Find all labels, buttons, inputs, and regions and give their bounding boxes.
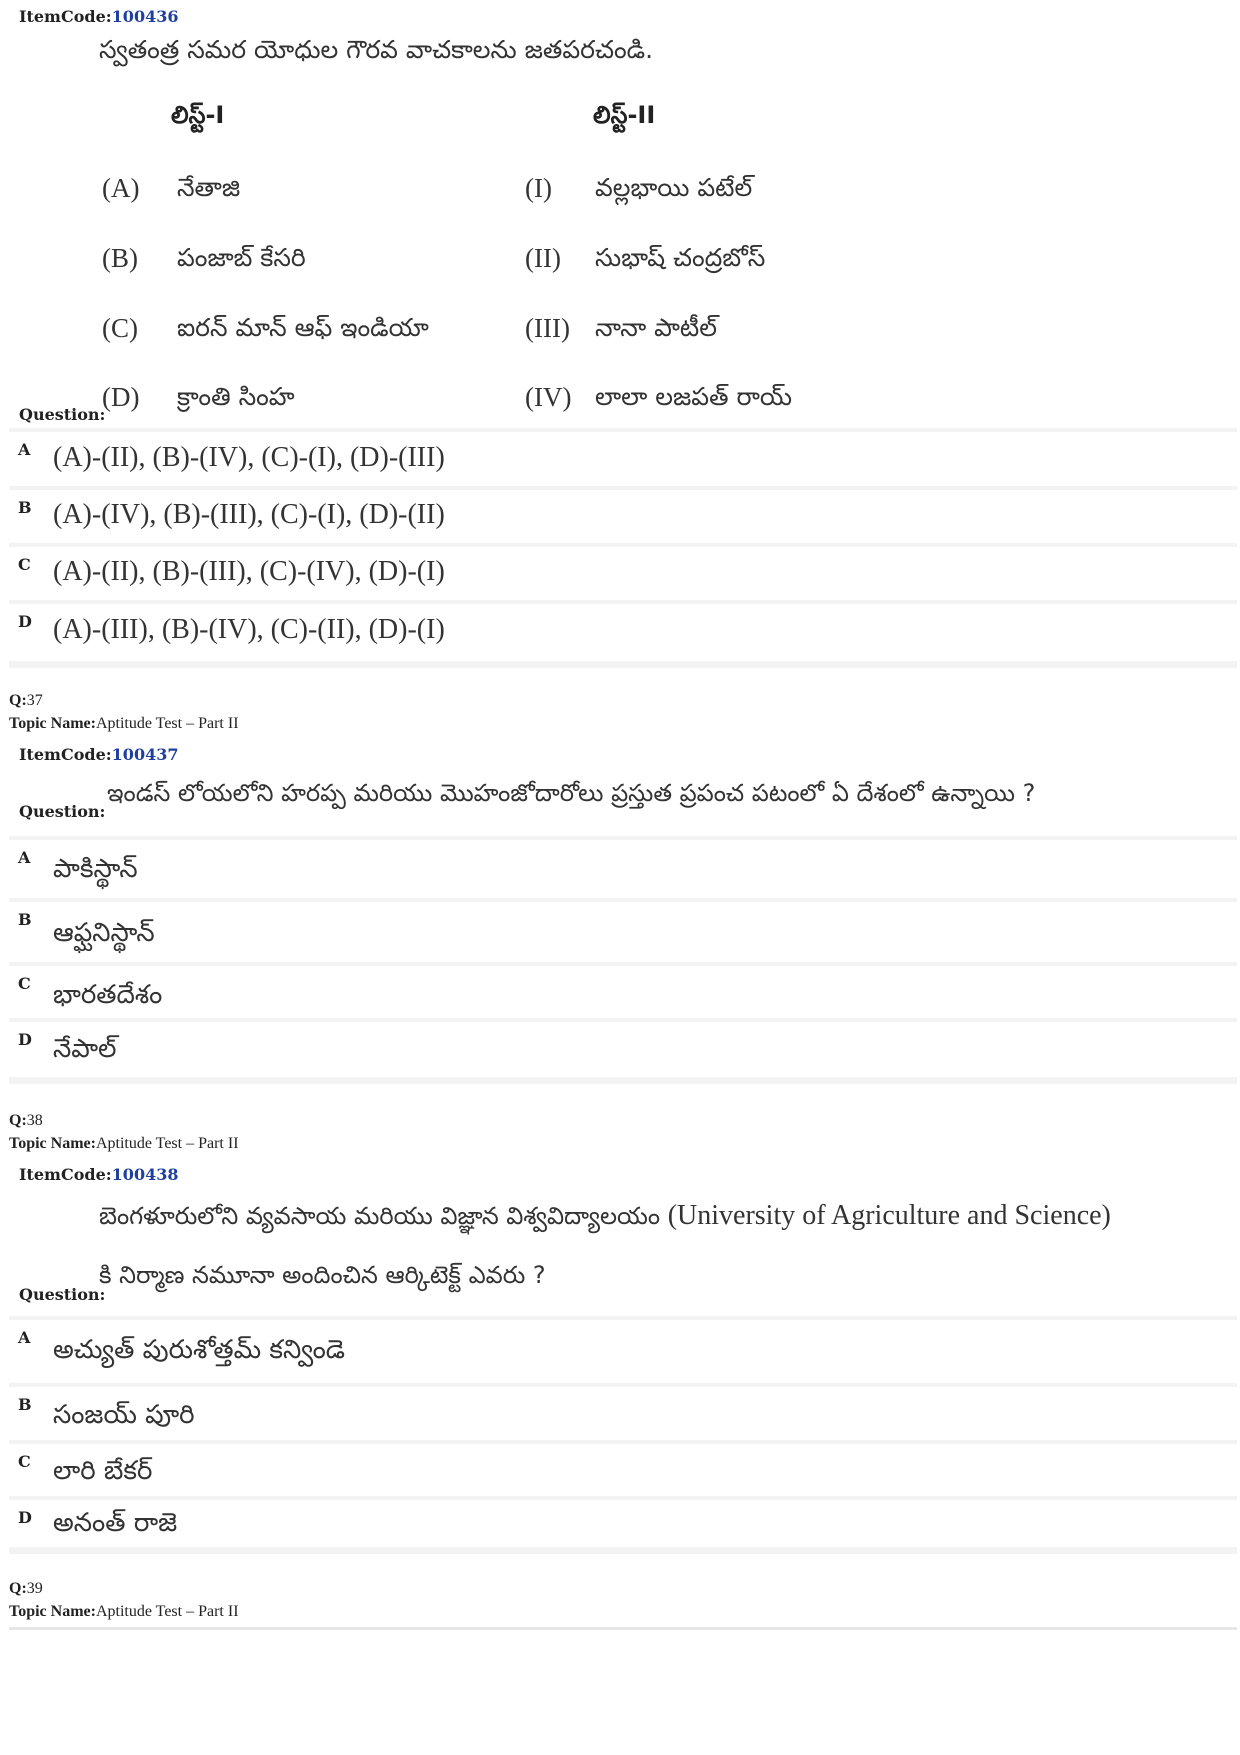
option-text: అచ్యుత్ పురుశోత్తమ్ కన్విండె bbox=[53, 1335, 345, 1365]
pair-right-text: వల్లభాయి పటేల్ bbox=[595, 173, 753, 202]
option-letter: D bbox=[18, 1508, 32, 1527]
question-stem-row bbox=[9, 738, 1237, 836]
pair-right-text: లాలా లజపత్ రాయ్ bbox=[595, 382, 793, 411]
option-text: అనంత్ రాజె bbox=[53, 1508, 178, 1538]
question-stem-row bbox=[9, 0, 1237, 428]
question-block-37 bbox=[9, 738, 1237, 1084]
option-a[interactable] bbox=[9, 432, 1237, 486]
option-c[interactable] bbox=[9, 966, 1237, 1018]
option-c[interactable] bbox=[9, 547, 1237, 600]
pair-left-label: (A) bbox=[102, 173, 140, 203]
pair-left-text: నేతాజి bbox=[177, 173, 241, 202]
pair-right-label: (III) bbox=[525, 313, 570, 343]
pair-right-label: (II) bbox=[525, 243, 561, 273]
question-label: Question: bbox=[19, 1285, 106, 1304]
option-text: నేపాల్ bbox=[53, 1034, 117, 1064]
option-d[interactable] bbox=[9, 604, 1237, 661]
question-stem-row bbox=[9, 1158, 1237, 1316]
option-text: (A)-(III), (B)-(IV), (C)-(II), (D)-(I) bbox=[53, 614, 445, 645]
option-b[interactable] bbox=[9, 902, 1237, 962]
option-b[interactable] bbox=[9, 1387, 1237, 1440]
option-text: (A)-(II), (B)-(IV), (C)-(I), (D)-(III) bbox=[53, 442, 445, 473]
pair-left-text: పంజాబ్ కేసరి bbox=[177, 243, 306, 272]
option-letter: D bbox=[18, 1030, 32, 1049]
option-letter: C bbox=[18, 974, 31, 993]
pair-left-label: (B) bbox=[102, 243, 138, 273]
option-letter: A bbox=[18, 848, 31, 867]
pair-right-label: (IV) bbox=[525, 382, 572, 412]
pair-right-label: (I) bbox=[525, 173, 552, 203]
pair-left-label: (C) bbox=[102, 313, 138, 343]
option-text: ఆఫ్ఘనిస్థాన్ bbox=[53, 918, 155, 948]
option-letter: B bbox=[18, 1395, 32, 1414]
option-text: భారతదేశం bbox=[53, 980, 163, 1010]
pair-right-text: నానా పాటీల్ bbox=[595, 313, 717, 342]
question-label: Question: bbox=[19, 405, 106, 424]
option-text: లారి బేకర్ bbox=[53, 1456, 153, 1486]
option-c[interactable] bbox=[9, 1444, 1237, 1496]
question-number: Q:39 bbox=[9, 1580, 43, 1597]
question-block-36 bbox=[9, 0, 1237, 668]
option-letter: B bbox=[18, 498, 32, 517]
option-d[interactable] bbox=[9, 1500, 1237, 1547]
question-block-38 bbox=[9, 1158, 1237, 1554]
item-code: ItemCode:100436 bbox=[19, 7, 179, 26]
pair-left-text: క్రాంతి సింహ bbox=[177, 382, 295, 411]
option-text: (A)-(II), (B)-(III), (C)-(IV), (D)-(I) bbox=[53, 556, 445, 587]
option-a[interactable] bbox=[9, 840, 1237, 898]
option-text: (A)-(IV), (B)-(III), (C)-(I), (D)-(II) bbox=[53, 499, 445, 530]
question-stem: ఇండస్ లోయలోని హరప్ప మరియు మొహంజోదారోలు ప్రస్తుత ప్రపంచ పటంలో ఏ దేశంలో ఉన్నాయి ? bbox=[107, 779, 1036, 807]
question-number: Q:38 bbox=[9, 1112, 43, 1129]
list-1-heading: లిస్ట్-I bbox=[171, 101, 225, 129]
pair-right-text: సుభాష్ చంద్రబోస్ bbox=[595, 243, 766, 272]
topic-name: Topic Name:Aptitude Test – Part II bbox=[9, 1135, 239, 1152]
divider bbox=[9, 1627, 1237, 1630]
question-number: Q:37 bbox=[9, 692, 43, 709]
option-d[interactable] bbox=[9, 1022, 1237, 1077]
option-text: పాకిస్థాన్ bbox=[53, 854, 138, 884]
option-letter: D bbox=[18, 612, 32, 631]
question-stem-english: (University of Agriculture and Science) bbox=[667, 1200, 1111, 1231]
pair-left-label: (D) bbox=[102, 382, 140, 412]
option-letter: A bbox=[18, 1328, 31, 1347]
question-stem-line-1: బెంగళూరులోని వ్యవసాయ మరియు విజ్ఞాన విశ్వవిద్యాలయం (University of Agriculture and Science) bbox=[99, 1200, 1111, 1231]
question-stem: స్వతంత్ర సమర యోధుల గౌరవ వాచకాలను జతపరచండి. bbox=[99, 35, 654, 64]
option-letter: C bbox=[18, 555, 31, 574]
topic-name: Topic Name:Aptitude Test – Part II bbox=[9, 715, 239, 732]
option-a[interactable] bbox=[9, 1320, 1237, 1383]
option-b[interactable] bbox=[9, 490, 1237, 543]
topic-name: Topic Name:Aptitude Test – Part II bbox=[9, 1603, 239, 1620]
option-letter: A bbox=[18, 440, 31, 459]
pair-left-text: ఐరన్ మాన్ ఆఫ్ ఇండియా bbox=[177, 313, 429, 342]
option-letter: B bbox=[18, 910, 32, 929]
option-text: సంజయ్ పూరి bbox=[53, 1400, 195, 1430]
question-stem-line-2: కి నిర్మాణ నమూనా అందించిన ఆర్కిటెక్ట్ ఎవరు ? bbox=[99, 1261, 546, 1289]
question-label: Question: bbox=[19, 802, 106, 821]
item-code: ItemCode:100437 bbox=[19, 745, 179, 764]
option-letter: C bbox=[18, 1452, 31, 1471]
list-2-heading: లిస్ట్-II bbox=[593, 101, 656, 129]
item-code: ItemCode:100438 bbox=[19, 1165, 179, 1184]
